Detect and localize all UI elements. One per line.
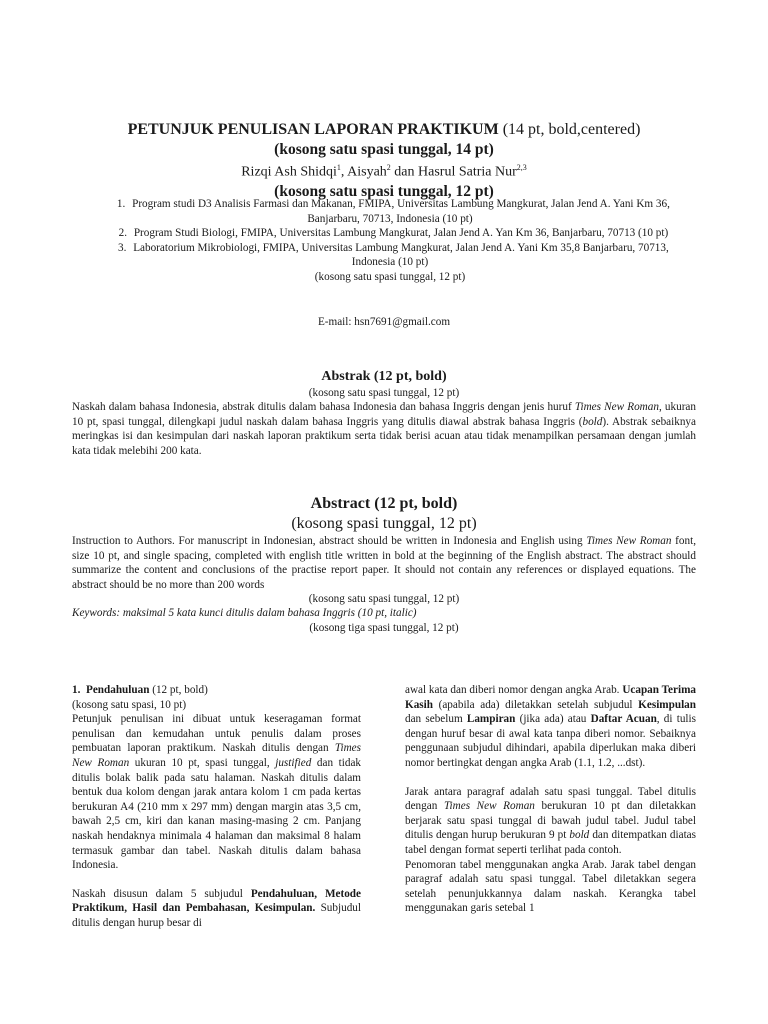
author-spacing-note: (kosong satu spasi tunggal, 12 pt) <box>274 182 494 200</box>
text-run: (jika ada) atau <box>515 713 591 726</box>
bold-run: Daftar Acuan <box>590 713 657 726</box>
author-1: Rizqi Ash Shidqi <box>241 164 337 180</box>
text-run: awal kata dan diberi nomor dengan angka Arab. <box>405 684 623 696</box>
section-title: Pendahuluan <box>85 684 150 696</box>
text-run: ). Abstrak sebaiknya meringkas isi dan kesimpulan dari naskah laporan praktikum serta tidak berisi acuan atau tidak menampilkan persamaan dengan jumlah kata tidak melebihi 200 kata. <box>72 415 696 457</box>
bold-run: Ucapan Terima Kasih <box>405 684 696 711</box>
right-column <box>405 683 696 916</box>
italic-run: Times New Roman <box>72 742 361 769</box>
text-run: berukuran 10 pt dan diletakkan berjarak satu spasi tunggal di bawah judul tabel. Judul tabel ditulis dengan hurup berukuran 9 pt <box>405 800 696 842</box>
affiliation-text: Program Studi Biologi, FMIPA, Universitas Lambung Mangkurat, Jalan Jend A. Yan Km 36, Banjarbaru, 70713 (10 pt) <box>133 227 669 240</box>
text-run: Petunjuk penulisan ini dibuat untuk keseragaman format penulisan dan kemudahan untuk penulis dalam proses pembuatan laporan praktikum. Naskah ditulis dengan <box>72 713 361 755</box>
text-run: dan sebelum <box>405 713 467 726</box>
author-3-sup: 2,3 <box>516 163 527 172</box>
abstrak-section <box>72 368 696 458</box>
abstract-heading-note: (kosong spasi tunggal, 12 pt) <box>291 515 477 532</box>
text-run: font, size 10 pt, and single spacing, completed with english title written in bold at the beginning of the English abstract. The abstract should summarize the content and conclusions of the practise report paper. It should not contain any references or displayed equations. The abstract should be no more than 200 words <box>72 535 696 591</box>
email-line: E-mail: hsn7691@gmail.com <box>317 316 451 328</box>
text-run: Instruction to Authors. For manuscript in Indonesian, abstract should be written in Indonesia and English using <box>72 535 587 547</box>
affiliation-item <box>90 226 690 241</box>
abstrak-spacing-note: (kosong satu spasi tunggal, 12 pt) <box>308 387 460 399</box>
section-format-note: (12 pt, bold) <box>149 684 208 696</box>
text-run: , di tulis dengan huruf besar di awal kata tanpa diberi nomor. Sebaiknya penggunaan subjudul dihindari, apabila diperlukan maka diberi nomor bertingkat dengan angka Arab (1.1, 1.2, ...dst). <box>405 713 696 769</box>
bold-run: Lampiran <box>466 713 516 726</box>
section-spacing-note: (kosong satu spasi, 10 pt) <box>72 698 187 711</box>
body-paragraph: Penomoran tabel menggunakan angka Arab. Jarak tabel dengan paragraf adalah satu spasi tunggal. Tabel diletakkan segera setelah penunjukkannya dalam naskah. Kerangka tabel menggunakan garis setebal 1 <box>405 858 696 915</box>
title-format-note: (14 pt, bold,centered) <box>498 121 641 138</box>
left-column <box>72 683 361 931</box>
text-run: Naskah disusun dalam 5 subjudul <box>72 887 251 900</box>
paper-title <box>0 120 768 140</box>
bold-run: Kesimpulan <box>638 698 696 711</box>
author-1-sup: 1 <box>336 163 341 172</box>
abstrak-paragraph <box>72 400 696 458</box>
affiliation-spacing-note: (kosong satu spasi tunggal, 12 pt) <box>314 270 466 283</box>
text-run: Jarak antara paragraf adalah satu spasi tunggal. Tabel ditulis dengan <box>405 785 696 813</box>
italic-run: Times New Roman <box>586 535 672 547</box>
affiliations <box>90 197 690 285</box>
author-line <box>0 159 768 182</box>
body-paragraph <box>72 887 361 931</box>
section-number: 1. <box>72 684 81 696</box>
text-run: (apabila ada) diletakkan setelah subjudul <box>432 698 639 711</box>
bold-run: Pendahuluan, Metode Praktikum, Hasil dan Pembahasan, Kesimpulan. <box>72 887 361 915</box>
keywords-spacing-note: (kosong tiga spasi tunggal, 12 pt) <box>309 621 459 634</box>
text-run: dan ditempatkan diatas tabel dengan format seperti terlihat pada contoh. <box>405 829 697 856</box>
abstract-section <box>72 494 696 635</box>
abstract-paragraph <box>72 534 696 592</box>
title-main: PETUNJUK PENULISAN LAPORAN PRAKTIKUM <box>127 121 499 138</box>
affiliation-text: Program studi D3 Analisis Farmasi dan Makanan, FMIPA, Universitas Lambung Mangkurat, Jalan Jend A. Yani Km 36, Banjarbaru, 70713, Indonesia (10 pt) <box>132 198 670 225</box>
keywords-text: Keywords: maksimal 5 kata kunci ditulis dalam bahasa Inggris (10 pt, italic) <box>72 607 417 620</box>
text-run: ukuran 10 pt, spasi tunggal, <box>129 756 276 769</box>
abstract-heading-text: Abstract (12 pt, bold) <box>310 495 458 512</box>
affiliation-number: 2. <box>118 227 127 240</box>
body-paragraph <box>72 712 361 873</box>
affiliation-number: 1. <box>116 198 126 210</box>
affiliation-number: 3. <box>117 241 127 254</box>
author-2: , Aisyah <box>340 164 387 180</box>
italic-run: bold <box>569 829 590 842</box>
abstract-heading <box>72 494 696 514</box>
affiliation-item <box>90 241 690 270</box>
text-run: Naskah dalam bahasa Indonesia, abstrak ditulis dalam bahasa Indonesia dan bahasa Inggris dengan jenis huruf <box>72 401 575 413</box>
title-block <box>0 120 768 201</box>
italic-run: Times New Roman <box>443 800 535 813</box>
author-2-sup: 2 <box>386 163 391 172</box>
abstract-spacing-note: (kosong satu spasi tunggal, 12 pt) <box>308 593 460 606</box>
keywords-line <box>72 606 696 621</box>
italic-run: justified <box>275 756 312 769</box>
italic-run: Times New Roman <box>574 401 659 413</box>
text-run: dan tidak ditulis bolak balik pada satu halaman. Naskah ditulis dalam bentuk dua kolom dengan jarak antara kolom 1 cm pada kertas berukuran A4 (210 mm x 297 mm) dengan margin atas 3,5 cm, bawah 2,5 cm, kiri dan kanan masing-masing 2 cm. Panjang naskah hendaknya minimala 4 halaman dan maksimal 8 halam termasuk gambar dan tabel. Naskah ditulis dalam bahasa Indonesia. <box>72 756 362 872</box>
affiliation-text: Laboratorium Mikrobiologi, FMIPA, Universitas Lambung Mangkurat, Jalan Jend A. Yani Km 35,8 Banjarbaru, 70713, Indonesia (10 pt) <box>133 241 669 269</box>
body-paragraph <box>405 785 696 858</box>
text-run: Subjudul ditulis dengan hurup besar di <box>72 902 361 929</box>
section-heading-pendahuluan <box>72 683 361 698</box>
text-run: , ukuran 10 pt, spasi tunggal, dilengkapi judul naskah dalam bahasa Inggris yang ditulis diawal abstrak bahasa Inggris ( <box>72 401 696 428</box>
author-3: dan Hasrul Satria Nur <box>390 164 517 180</box>
affiliation-item <box>90 197 690 226</box>
body-paragraph <box>405 683 696 771</box>
abstrak-heading: Abstrak (12 pt, bold) <box>321 369 447 384</box>
title-spacing-note: (kosong satu spasi tunggal, 14 pt) <box>274 141 494 158</box>
paragraph-gap <box>72 873 361 887</box>
italic-run: bold <box>582 415 603 428</box>
paragraph-gap <box>405 771 696 785</box>
